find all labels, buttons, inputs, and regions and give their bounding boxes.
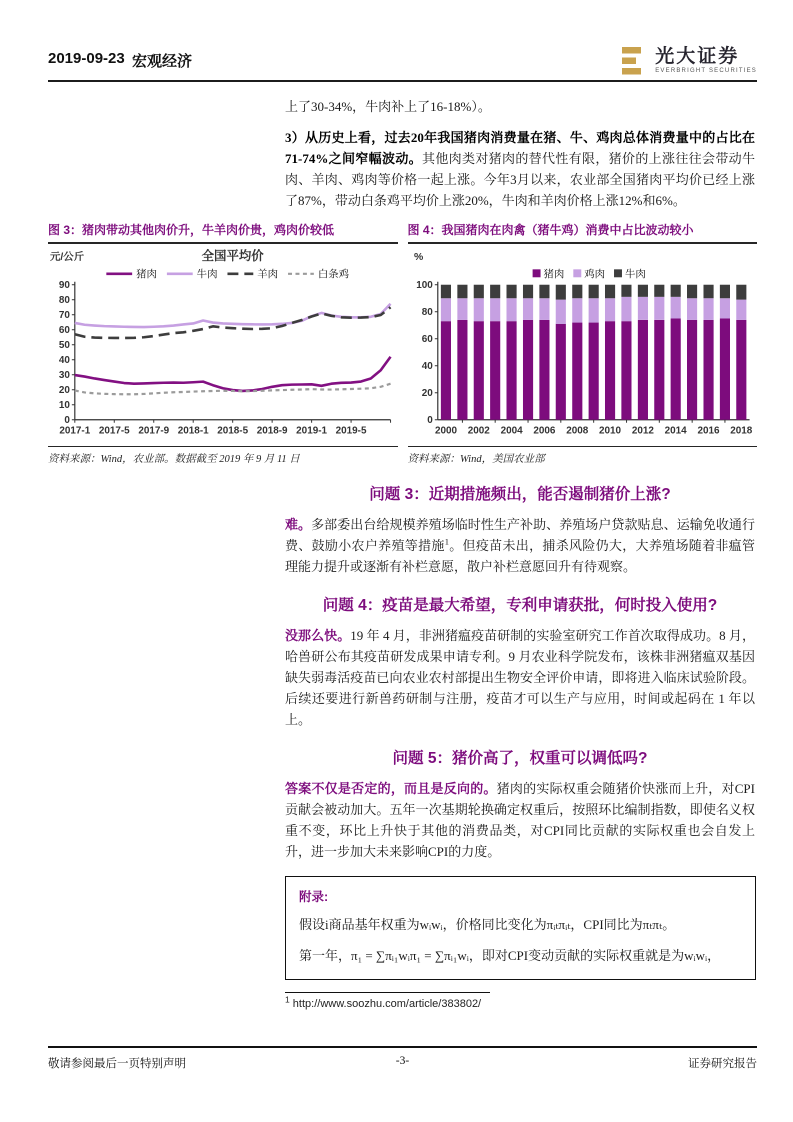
question-3-lead: 难。 (285, 516, 312, 532)
question-4-answer (285, 625, 755, 730)
svg-text:30: 30 (58, 370, 70, 382)
bar-segment-牛肉 (522, 285, 532, 299)
question-3-answer (285, 514, 755, 577)
footnote-block (285, 992, 757, 1010)
svg-text:2008: 2008 (565, 425, 588, 437)
appendix-title: 附录: (299, 889, 329, 904)
bar-segment-牛肉 (719, 285, 729, 299)
paragraph-point3-lead: 3）从历史上看，过去20年我国猪肉消费量在猪、牛、鸡肉总体消费量中的占比在71-74%之间窄幅波动。 (285, 130, 755, 166)
bar-segment-牛肉 (588, 285, 598, 299)
svg-text:2018: 2018 (729, 425, 752, 437)
bar-segment-鸡肉 (473, 298, 483, 321)
question-3-heading: 问题 3：近期措施频出，能否遏制猪价上涨? (369, 485, 671, 503)
question-4-body: 19 年 4 月，非洲猪瘟疫苗研制的实验室研究工作首次取得成功。8 月，哈兽研公布其疫苗研发成果申请专利。9 月农业科学院发布，该株非洲猪瘟双基因缺失弱毒活疫苗已向农业农村部提出生物安全评价申请，即将进入临床试验阶段。后续还要进行新兽药研制与注册，疫苗才可以生产与应用，时间或起码在 1 年以上。 (285, 627, 755, 727)
legend-label: 猪肉 (543, 269, 564, 281)
bar-segment-牛肉 (654, 285, 664, 297)
svg-text:0: 0 (64, 415, 70, 427)
brand-logo (621, 47, 757, 75)
svg-text:40: 40 (421, 361, 433, 373)
footnote-marker: 1 (285, 993, 290, 1004)
series-猪肉 (75, 357, 391, 391)
bar-segment-鸡肉 (440, 298, 450, 321)
bar-segment-牛肉 (457, 285, 467, 299)
bar-segment-鸡肉 (687, 298, 697, 320)
bar-segment-鸡肉 (555, 300, 565, 324)
svg-text:2016: 2016 (697, 425, 720, 437)
svg-text:60: 60 (58, 325, 70, 337)
figures-row (48, 223, 757, 466)
footnote-reference-1: 1 (444, 536, 449, 547)
figure-3-source: 资料来源：Wind，农业部。数据截至 2019 年 9 月 11 日 (48, 446, 398, 466)
bar-segment-鸡肉 (637, 297, 647, 320)
legend-label: 鸡肉 (583, 269, 605, 281)
footer-disclaimer: 敬请参阅最后一页特别声明 (48, 1058, 186, 1070)
series-牛肉 (75, 304, 391, 327)
bar-segment-鸡肉 (490, 298, 500, 321)
legend-label: 牛肉 (624, 269, 646, 281)
footer-report-type: 证券研究报告 (687, 1058, 757, 1070)
svg-text:2018-9: 2018-9 (256, 425, 288, 437)
brand-text (655, 47, 757, 75)
svg-text:2017-1: 2017-1 (59, 425, 91, 437)
svg-text:20: 20 (421, 388, 433, 400)
bar-segment-鸡肉 (703, 298, 713, 320)
svg-text:2014: 2014 (664, 425, 687, 437)
svg-text:2019-1: 2019-1 (296, 425, 328, 437)
appendix-box (285, 876, 756, 980)
question-3-body-1: 多部委出台给规模养殖场临时性生产补助、养殖场户贷款贴息、运输免收通行费、鼓励小农户养殖等措施 (285, 516, 755, 553)
svg-text:2002: 2002 (467, 425, 490, 437)
figure-4-source: 资料来源：Wind，美国农业部 (408, 446, 758, 466)
bar-segment-牛肉 (604, 285, 614, 299)
question-4-heading: 问题 4：疫苗是最大希望，专利申请获批，何时投入使用? (322, 596, 718, 614)
bar-segment-鸡肉 (654, 297, 664, 320)
figure-4 (408, 223, 758, 466)
bar-segment-鸡肉 (621, 297, 631, 321)
svg-text:2019-5: 2019-5 (335, 425, 367, 437)
bar-segment-猪肉 (572, 323, 582, 420)
svg-text:2018-5: 2018-5 (217, 425, 249, 437)
svg-text:20: 20 (58, 385, 70, 397)
svg-text:80: 80 (421, 307, 433, 319)
svg-text:2010: 2010 (598, 425, 621, 437)
bar-segment-猪肉 (506, 321, 516, 420)
svg-text:2012: 2012 (631, 425, 654, 437)
report-section-label: 宏观经济 (132, 53, 193, 70)
bar-segment-鸡肉 (736, 300, 746, 320)
bar-segment-牛肉 (555, 285, 565, 300)
bar-segment-猪肉 (736, 320, 746, 420)
bar-segment-猪肉 (670, 318, 680, 419)
bar-segment-猪肉 (457, 320, 467, 420)
svg-text:40: 40 (58, 355, 70, 367)
y-unit-label: 元/公斤 (49, 251, 85, 263)
paragraph-point3 (285, 127, 755, 211)
brand-name-en: EVERBRIGHT SECURITIES (655, 68, 757, 74)
bar-segment-鸡肉 (604, 298, 614, 321)
svg-text:2017-5: 2017-5 (98, 425, 130, 437)
carryover-text-line: 上了30-34%，牛肉补上了16-18%）。 (285, 99, 491, 114)
brand-name-cn: 光大证券 (655, 46, 740, 67)
bar-segment-猪肉 (687, 320, 697, 420)
paragraph-point3-body: 其他肉类对猪肉的替代性有限，猪价的上涨往往会带动牛肉、羊肉、鸡肉等价格一起上涨。今年3月以来，农业部全国猪肉平均价已经上涨了87%，带动白条鸡平均价上涨20%，牛肉和羊肉价格上涨12%和6%。 (285, 151, 755, 208)
figure-3-title: 图 3：猪肉带动其他肉价升，牛羊肉价贵，鸡肉价较低 (48, 223, 398, 244)
svg-text:50: 50 (58, 340, 70, 352)
svg-text:2004: 2004 (500, 425, 523, 437)
bar-segment-猪肉 (621, 321, 631, 420)
bar-segment-鸡肉 (457, 298, 467, 320)
footnote-separator (285, 992, 490, 993)
bar-segment-猪肉 (440, 321, 450, 420)
appendix-formula-1: 假设i商品基年权重为wᵢwᵢ，价格同比变化为πᵢₜπᵢₜ，CPI同比为πₜπₜ。 (299, 916, 676, 932)
legend-label: 猪肉 (136, 269, 157, 281)
bar-segment-牛肉 (440, 285, 450, 299)
question-3-body-2: 。但疫苗未出，捕杀风险仍大，大养殖场随着非瘟管理能力提升或逐渐有补栏意愿，散户补栏意愿回升有待观察。 (285, 537, 755, 574)
svg-text:70: 70 (58, 310, 70, 322)
bar-segment-鸡肉 (539, 298, 549, 320)
bar-segment-牛肉 (539, 285, 549, 299)
bar-segment-牛肉 (473, 285, 483, 299)
legend-label: 牛肉 (196, 269, 218, 281)
bar-segment-猪肉 (522, 320, 532, 420)
bar-segment-猪肉 (473, 321, 483, 420)
page-content (0, 96, 793, 1010)
svg-text:80: 80 (58, 295, 70, 307)
question-5-body: 猪肉的实际权重会随猪价快涨而上升，对CPI贡献会被动加大。五年一次基期轮换确定权重后，按照环比编制指数，即使名义权重不变，环比上升快于其他的消费品类，对CPI同比贡献的实际权重也会自发上升，进一步加大未来影响CPI的力度。 (285, 780, 755, 859)
bar-segment-牛肉 (637, 285, 647, 297)
figure-4-title: 图 4：我国猪肉在肉禽（猪牛鸡）消费中占比波动较小 (408, 223, 758, 244)
bar-segment-猪肉 (604, 321, 614, 420)
bar-segment-牛肉 (506, 285, 516, 299)
page-number: -3- (395, 1055, 410, 1067)
bar-segment-猪肉 (555, 324, 565, 420)
y-unit-label: % (413, 251, 423, 263)
bar-segment-鸡肉 (522, 298, 532, 320)
bar-segment-鸡肉 (670, 297, 680, 319)
footnote-url[interactable]: http://www.soozhu.com/article/383802/ (292, 997, 482, 1010)
bar-segment-猪肉 (637, 320, 647, 420)
svg-text:2017-9: 2017-9 (138, 425, 170, 437)
bar-segment-猪肉 (490, 321, 500, 420)
bar-segment-牛肉 (490, 285, 500, 299)
svg-text:2006: 2006 (532, 425, 555, 437)
bar-segment-牛肉 (621, 285, 631, 297)
question-5-answer (285, 778, 755, 862)
bar-segment-鸡肉 (719, 298, 729, 318)
figure-3 (48, 223, 398, 466)
question-5-lead: 答案不仅是否定的，而且是反向的。 (285, 780, 497, 796)
bar-segment-鸡肉 (572, 298, 582, 322)
question-5-heading: 问题 5：猪价高了，权重可以调低吗? (392, 749, 648, 767)
meat-share-bar-chart (408, 247, 758, 444)
bar-segment-猪肉 (539, 320, 549, 420)
bar-segment-鸡肉 (588, 298, 598, 322)
svg-text:2000: 2000 (434, 425, 457, 437)
svg-text:100: 100 (415, 280, 433, 292)
footnote-line (285, 993, 757, 1010)
legend-label: 羊肉 (257, 269, 279, 281)
bar-segment-牛肉 (670, 285, 680, 297)
everbright-logo-icon (621, 47, 648, 75)
bar-segment-牛肉 (687, 285, 697, 299)
page-header (48, 0, 757, 82)
chart-title: 全国平均价 (201, 248, 264, 263)
report-date: 2019-09-23 (48, 50, 125, 67)
question-4-lead: 没那么快。 (285, 627, 351, 643)
appendix-formula-2: 第一年，π₁ = ∑πᵢ₁wᵢπ₁ = ∑πᵢ₁wᵢ，即对CPI变动贡献的实际权重就是为wᵢwᵢ， (299, 947, 721, 963)
svg-text:0: 0 (426, 415, 433, 427)
bar-segment-牛肉 (736, 285, 746, 300)
svg-text:60: 60 (421, 334, 433, 346)
legend-label: 白条鸡 (317, 269, 350, 281)
svg-text:10: 10 (58, 400, 70, 412)
svg-text:2018-1: 2018-1 (177, 425, 209, 437)
svg-text:90: 90 (58, 280, 70, 292)
bar-segment-猪肉 (703, 320, 713, 420)
bar-segment-猪肉 (588, 323, 598, 420)
meat-price-line-chart (48, 247, 398, 444)
bar-segment-猪肉 (654, 320, 664, 420)
bar-segment-牛肉 (572, 285, 582, 299)
bar-segment-鸡肉 (506, 298, 516, 321)
bar-segment-猪肉 (719, 318, 729, 419)
bar-segment-牛肉 (703, 285, 713, 299)
page-footer (48, 1046, 757, 1071)
